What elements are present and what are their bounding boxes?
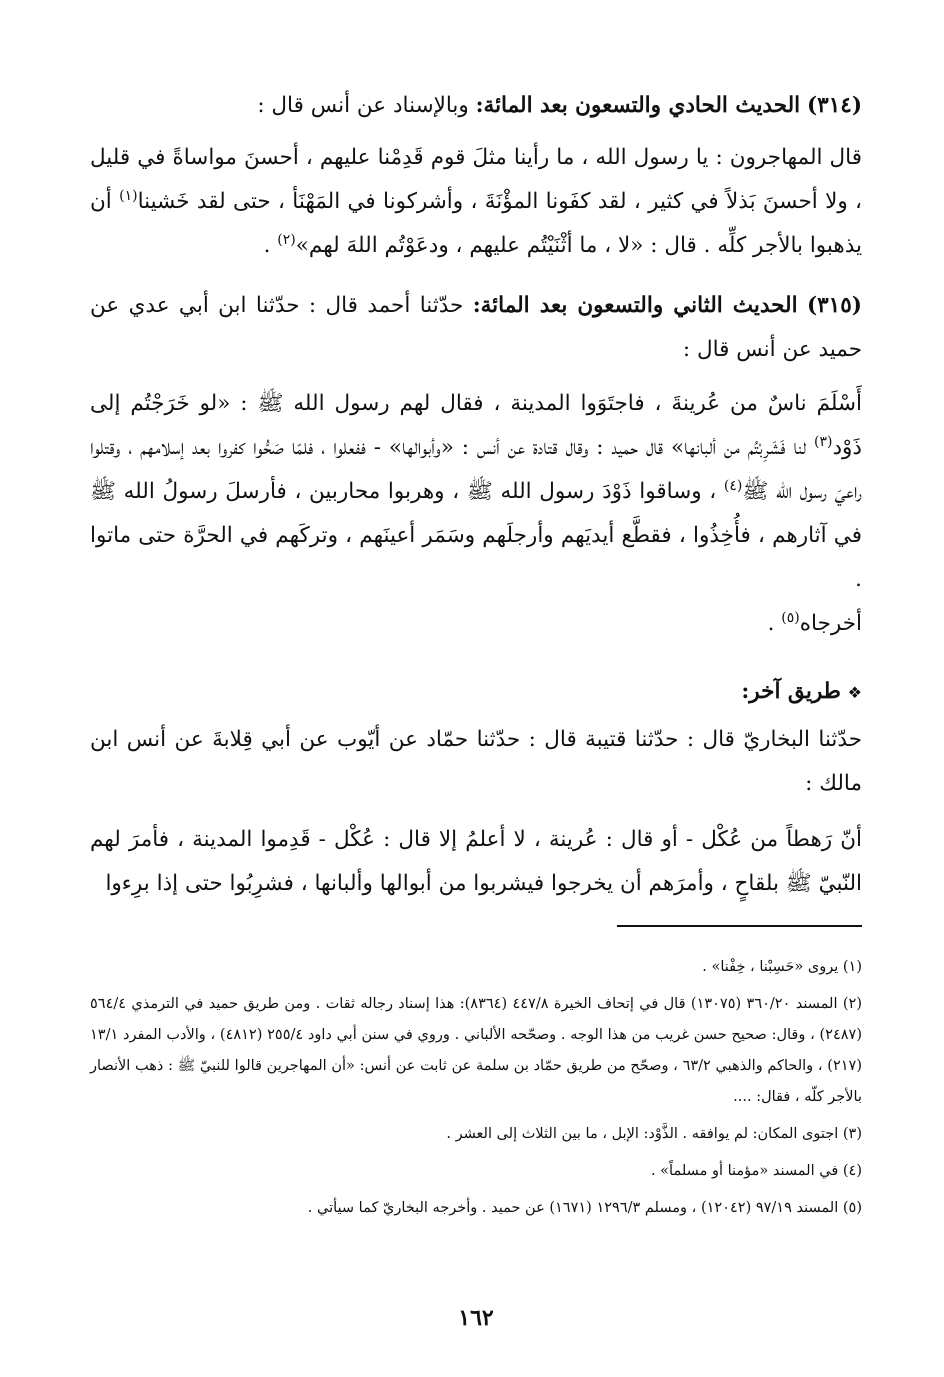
hadith-314-isnad: وبالإسناد عن أنس قال : <box>257 93 469 118</box>
hadith-314-text-1: قال المهاجرون : يا رسول الله ، ما رأينا مثلَ قوم قَدِمْنا عليهم ، أحسنَ مواساةً في قليل ، ولا أحسنَ بَذلاً في كثير ، لقد كفَونا المؤْنَةَ ، وأشركونا في المَهْنَأ ، حتى لقد خَشينا <box>90 145 862 214</box>
hadith-315-text-3: ، وساقوا ذَوْدَ رسول الله ﷺ ، وهربوا محاربين ، فأرسلَ رسولُ الله ﷺ في آثارهم ، فأُخِذُوا ، فقطَّع أيديَهم وأرجلَهم وسَمَر أعينَهم ، وتركَهم في الحرَّة حتى ماتوا . <box>90 479 862 592</box>
footnote-ref-5[interactable]: (٥) <box>781 609 800 626</box>
footnote-2: (٢) المسند ٣٦٠/٢٠ (١٣٠٧٥) قال في إتحاف الخيرة ٤٤٧/٨ (٨٣٦٤): هذا إسناد رجاله ثقات . ومن طريق حميد في الترمذي ٥٦٤/٤ (٢٤٨٧) ، وقال: صحيح حسن غريب من هذا الوجه . وصحّحه الألباني . وروي في سنن أبي داود ٢٥٥/٤ (٤٨١٢) ، والأدب المفرد ١٣/١ (٢١٧) ، والحاكم والذهبي ٦٣/٢ ، وصحّح من طريق حمّاد بن سلمة عن ثابت عن أنس: «أن المهاجرين قالوا للنبيّ ﷺ : ذهب الأنصار بالأجر كلّه ، فقال: .... <box>90 996 862 1105</box>
book-page <box>90 0 862 1377</box>
diamond-icon: ❖ <box>847 683 862 702</box>
another-route-body <box>90 818 862 906</box>
hadith-315-takhrij: أخرجاه <box>799 611 862 636</box>
footnote-ref-1[interactable]: (١) <box>119 187 138 204</box>
hadith-315-body <box>90 382 862 646</box>
footnote-ref-4[interactable]: (٤) <box>723 477 743 494</box>
footnote-divider <box>617 925 862 927</box>
hadith-315-header <box>90 284 862 372</box>
footnote-5: (٥) المسند ٩٧/١٩ (١٢٠٤٢) ، ومسلم ١٢٩٦/٣ (١٦٧١) عن حميد . وأخرجه البخاريّ كما سيأتي . <box>307 1200 862 1216</box>
hadith-315-isnad: حدّثنا أحمد قال : حدّثنا ابن أبي عدي عن حميد عن أنس قال : <box>90 293 862 362</box>
hadith-315-number: (٣١٥) <box>806 293 862 318</box>
footnotes <box>90 952 862 1230</box>
footnote-4: (٤) في المسند «مؤمنا أو مسلماً» . <box>650 1163 862 1179</box>
hadith-314-number: (٣١٤) <box>806 93 862 118</box>
another-route-isnad-block <box>90 718 862 806</box>
hadith-315-text-2: لنا فَشَرِبْتُم من ألبانها» قال حميد : وقال قتادة عن أنس : «وأبوالها» - ففعلوا ، فلمّا صَحُّوا كفروا بعد إسلامهم ، وقتلوا راعيَ رسول الله ﷺ <box>90 435 862 504</box>
another-route-text: أنّ رَهطاً من عُكْل - أو قال : عُرينة ، لا أعلمُ إلا قال : عُكْل - قَدِموا المدينة ، فأمرَ لهم النّبيّ ﷺ بلقاحٍ ، وأمرَهم أن يخرجوا فيشربوا من أبوالها وألبانها ، فشرِبُوا حتى إذا برِءوا <box>90 827 862 896</box>
hadith-314-body <box>90 136 862 268</box>
hadith-315-title: الحديث الثاني والتسعون بعد المائة: <box>472 293 798 318</box>
footnote-ref-3[interactable]: (٣) <box>813 433 833 450</box>
hadith-314-text-3: . <box>263 233 271 258</box>
hadith-314-header <box>90 84 862 128</box>
hadith-314-title: الحديث الحادي والتسعون بعد المائة: <box>475 93 801 118</box>
another-route-title: طريق آخر: <box>741 679 841 704</box>
another-route-isnad: حدّثنا البخاريّ قال : حدّثنا قتيبة قال : حدّثنا حمّاد عن أيّوب عن أبي قِلابةَ عن أنس ابن مالك : <box>90 727 862 796</box>
hadith-315-text-1: أَسْلَمَ ناسٌ من عُرينةَ ، فاجتَوَوا المدينة ، فقال لهم رسول الله ﷺ : «لو خَرَجْتُم إلى ذَوْد <box>90 391 862 460</box>
another-route-header <box>90 670 862 715</box>
hadith-315-takhrij-end: . <box>767 611 775 636</box>
hadith-314-text-2: أن يذهبوا بالأجر كلِّه . قال : «لا ، ما أثْنَيْتُم عليهم ، ودعَوْتُم اللهَ لهم» <box>90 189 862 258</box>
page-number: ١٦٢ <box>458 1305 494 1331</box>
footnote-3: (٣) اجتوى المكان: لم يوافقه . الذَّوْد: الإبل ، ما بين الثلاث إلى العشر . <box>446 1126 862 1142</box>
footnote-ref-2[interactable]: (٢) <box>277 231 296 248</box>
footnote-1: (١) يروى «حَسِبْنا ، خِفْنا» . <box>702 959 862 975</box>
